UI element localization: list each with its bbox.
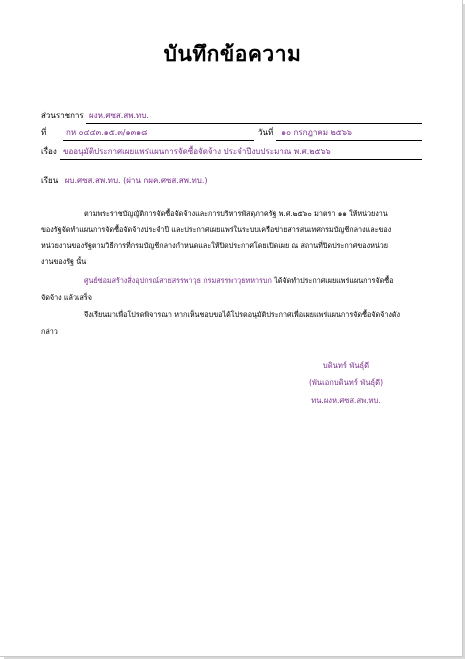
agency-label: ส่วนราชการ: [41, 111, 84, 120]
to-value: ผบ.ศซส.สพ.ทบ. (ผ่าน กผค.ศซส.สพ.ทบ.): [64, 176, 208, 185]
paragraph-text: ได้จัดทำประกาศเผยแพร่แผนการจัดซื้อ: [271, 276, 394, 285]
paragraph-line: จัดจ้าง แล้วเสร็จ: [41, 293, 92, 302]
subject-underline: [60, 159, 422, 160]
signature-position: ทน.ผงห.ศซส.สพ.ทบ.: [311, 396, 381, 405]
agency-value-wrap: [89, 111, 149, 121]
agency-row: [41, 111, 84, 121]
signature-full-name: (พันเอกบดินทร์ พันธุ์ดี): [308, 378, 384, 387]
paragraph-line: หน่วยงานของรัฐตามวิธีการที่กรมบัญชีกลางกำหนดและให้ปิดประกาศโดยเปิดเผย ณ สถานที่ปิดประกาศของหน่วย: [41, 241, 388, 250]
paragraph-line: งานของรัฐ นั้น: [41, 257, 87, 266]
date-underline: [276, 140, 422, 141]
date-value: ๑๐ กรกฎาคม ๒๕๖๖: [281, 128, 353, 137]
paragraph-line: [84, 273, 394, 289]
ref-label: ที่: [41, 128, 47, 137]
agency-underline: [86, 123, 422, 124]
unit-name: ศูนย์ซ่อมสร้างสิ่งอุปกรณ์สายสรรพาวุธ กรมสรรพาวุธทหารบก: [84, 276, 272, 285]
agency-value: ผงห.ศซส.สพ.ทบ.: [89, 111, 149, 120]
ref-row: [41, 128, 46, 138]
paragraph-line: ของรัฐจัดทำแผนการจัดซื้อจัดจ้างประจำปี และประกาศเผยแพร่ในระบบเครือข่ายสารสนเทศกรมบัญชีกลางและของ: [41, 225, 392, 234]
paragraph-line: ตามพระราชบัญญัติการจัดซื้อจัดจ้างและการบริหารพัสดุภาครัฐ พ.ศ.๒๕๖๐ มาตรา ๑๑ ให้หน่วยงาน: [84, 209, 388, 218]
ref-underline: [63, 140, 254, 141]
subject-value-wrap: [63, 147, 331, 157]
subject-label: เรื่อง: [41, 147, 57, 156]
subject-value: ขออนุมัติประกาศเผยแพร่แผนการจัดซื้อจัดจ้าง ประจำปีงบประมาณ พ.ศ.๒๕๖๖: [63, 147, 331, 156]
subject-row: [41, 147, 57, 157]
ref-value: กห ๐๔๔๓.๑๕.๓/๑๓๑๘: [66, 128, 148, 137]
to-row: [41, 176, 208, 186]
ref-value-wrap: [66, 128, 147, 138]
paragraph-line: กล่าว: [41, 327, 58, 336]
date-row: [258, 128, 273, 138]
date-value-wrap: [281, 128, 352, 138]
to-label: เรียน: [41, 176, 59, 185]
signature-name: บดินทร์ พันธุ์ดี: [322, 361, 370, 370]
paragraph-line: จึงเรียนมาเพื่อโปรดพิจารณา หากเห็นชอบขอได้โปรดอนุมัติประกาศเพื่อเผยแพร่แผนการจัดซื้อจัดจ้างดัง: [84, 310, 401, 319]
memo-title: บันทึกข้อความ: [163, 42, 302, 66]
date-label: วันที่: [258, 128, 274, 137]
